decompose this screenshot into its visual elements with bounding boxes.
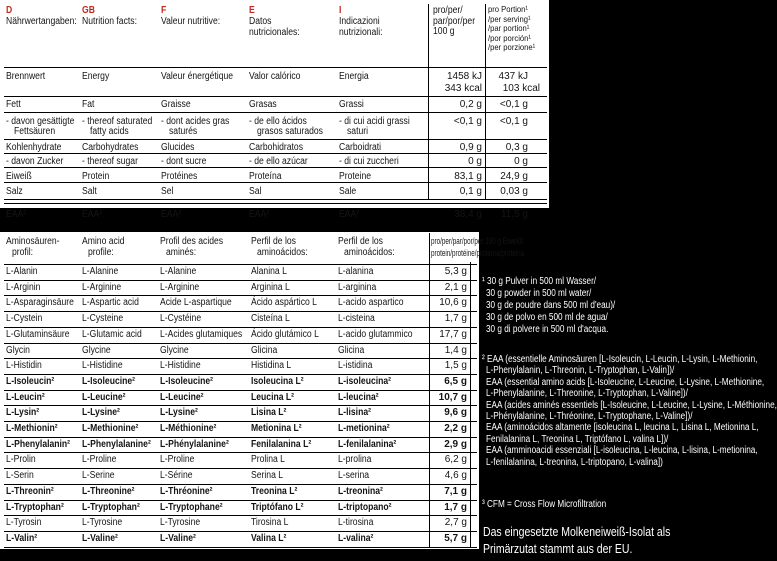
nutrient-label: - di cui acidi grassi (339, 116, 410, 127)
nutrient-label: Carbohidratos (249, 142, 304, 153)
per-portion-header: /per serving¹ (488, 13, 531, 24)
nutrient-label: - di cui zuccheri (339, 156, 399, 167)
row-divider (4, 374, 477, 375)
per-portion-value: 11,5 g (500, 209, 528, 220)
amino-acid-name: Lisina L² (251, 407, 287, 419)
nutrient-label: Salt (82, 186, 97, 197)
per-portion-value: 103 kcal (502, 83, 540, 94)
amino-acid-value: 5,3 g (444, 266, 467, 277)
nutrient-label: Energia (339, 71, 369, 82)
amino-acid-value: 10,7 g (438, 391, 467, 403)
amino-acid-name: L-Cystéine (160, 313, 202, 325)
amino-acid-name: Histidina L (251, 360, 292, 372)
amino-acid-name: Tirosina L (251, 517, 289, 529)
amino-acid-name: L-treonina² (338, 485, 383, 497)
amino-acid-name: L-Alanin (6, 266, 38, 277)
amino-value-header: protein/protéine/proteína/proteina (431, 248, 525, 258)
nutrient-label: EAA² (82, 209, 103, 220)
amino-acid-name: L-Serine (82, 470, 115, 482)
amino-acid-name: L-Cysteine (82, 313, 124, 325)
amino-acid-name: Valina L² (251, 532, 287, 544)
per-100g-value: 1458 kJ (446, 71, 482, 82)
per-100g-header: par/por/per (433, 15, 476, 27)
amino-acid-name: L-Méthionine² (160, 423, 217, 434)
origin-statement: Das eingesetzte Molkeneiweiß-Isolat als (483, 525, 671, 539)
amino-acid-name: Glycin (6, 344, 30, 356)
amino-acid-name: L-Proline (160, 454, 195, 466)
row-divider (4, 327, 477, 328)
row-divider (4, 96, 547, 97)
per-100g-value: 343 kcal (444, 83, 482, 94)
row-divider (4, 264, 477, 265)
amino-acid-name: L-Aspartic acid (82, 297, 139, 309)
amino-acid-name: L-acido aspartico (338, 297, 404, 309)
amino-acid-name: L-Valin² (6, 532, 38, 544)
row-divider (4, 280, 477, 281)
amino-acid-name: L-Histidin (6, 360, 42, 372)
nutrient-label: EAA² (249, 209, 270, 220)
amino-acid-name: L-Valine² (82, 532, 118, 544)
nutrient-label: - dont acides gras (161, 116, 230, 127)
amino-acid-name: L-Isoleucin² (6, 375, 55, 387)
row-divider (4, 67, 547, 68)
nutrient-label: Carbohydrates (82, 142, 139, 153)
amino-acid-name: L-Isoleucine² (82, 375, 136, 387)
amino-acid-name: Ácido glutámico L (251, 328, 319, 340)
amino-acid-name: Treonina L² (251, 485, 298, 497)
nutrient-label: Proteína (249, 171, 282, 182)
footnote-serving: ¹ 30 g Pulver in 500 ml Wasser/ (482, 276, 597, 287)
amino-acid-name: L-leucina² (338, 391, 379, 403)
amino-acid-value: 2,2 g (444, 423, 467, 434)
amino-acid-name: L-Alanine (160, 266, 197, 277)
language-heading: Valeur nutritive: (161, 16, 221, 27)
nutrient-label: Fat (82, 99, 95, 110)
amino-acid-name: L-Acides glutamiques (160, 328, 243, 340)
amino-acid-name: L-Methionin² (6, 423, 58, 434)
per-100g-value: 0,1 g (459, 186, 482, 197)
amino-acid-name: L-Valine² (160, 532, 196, 544)
language-code: E (249, 5, 255, 16)
origin-statement: Primärzutat stammt aus der EU. (483, 542, 633, 556)
amino-acid-name: L-Thréonine² (160, 485, 213, 497)
per-portion-value: 24,9 g (500, 171, 528, 182)
amino-acid-value: 1,7 g (444, 501, 467, 513)
nutrient-label: - dont sucre (161, 156, 207, 167)
row-divider (4, 421, 477, 422)
nutrient-label: saturi (347, 126, 369, 137)
amino-acid-name: Leucina L² (251, 391, 295, 403)
amino-acid-name: Cisteína L (251, 313, 290, 325)
row-divider (4, 112, 547, 113)
amino-acid-value: 5,7 g (444, 532, 467, 544)
amino-acid-name: Triptófano L² (251, 501, 304, 513)
nutrient-label: Valeur énergétique (161, 71, 234, 82)
amino-acid-name: Serina L (251, 470, 284, 482)
row-divider (4, 199, 547, 200)
nutrient-label: Fett (6, 99, 21, 110)
amino-acid-name: L-Tryptophane² (160, 501, 223, 513)
amino-column-header: profile: (88, 247, 114, 258)
amino-acid-name: L-Lysine² (160, 407, 198, 419)
nutrient-label: saturés (169, 126, 198, 137)
amino-acid-name: L-alanina (338, 266, 374, 277)
footnote-eaa: EAA (essential amino acids [L-Isoleucine, L-Leucine, L-Lysine, L-Methionine, (486, 376, 765, 388)
amino-acid-name: L-Phénylalanine² (160, 438, 229, 450)
nutrient-label: Grasas (249, 99, 277, 110)
nutrient-label: Sel (161, 186, 174, 197)
amino-acid-name: L-Tyrosine (160, 517, 201, 529)
amino-acid-name: L-Sérine (160, 470, 193, 482)
footnote-eaa: L-Phenylalanine, L-Threonine, L-Tryptophan, L-Valine])/ (486, 388, 688, 400)
per-100g-header: pro/per/ (433, 5, 463, 16)
nutrient-label: Energy (82, 71, 110, 82)
per-portion-header: /per porzione¹ (488, 42, 536, 53)
footnote-serving: 30 g powder in 500 ml water/ (486, 288, 592, 299)
footnote-cfm: ³ CFM = Cross Flow Microfiltration (482, 499, 607, 510)
amino-acid-name: L-metionina² (338, 423, 390, 434)
amino-acid-name: L-Prolin (6, 454, 36, 466)
footnote-eaa: L-fenilalanina, L-treonina, L-triptopano, L-valina]) (486, 456, 663, 468)
language-code: F (161, 5, 167, 16)
amino-acid-name: L-Methionine² (82, 423, 139, 434)
per-portion-value: <0,1 g (499, 99, 528, 110)
amino-acid-name: L-lisina² (338, 407, 371, 419)
per-portion-value: 0,03 g (500, 186, 528, 197)
nutrient-label: Valor calórico (249, 71, 301, 82)
amino-acid-value: 1,4 g (444, 344, 467, 356)
amino-acid-name: Glycine (160, 344, 189, 356)
amino-column-header: Amino acid (82, 236, 125, 247)
column-divider (470, 262, 471, 548)
amino-acid-name: L-Isoleucine² (160, 375, 214, 387)
amino-acid-name: L-arginina (338, 281, 377, 293)
language-heading: Nutrition facts: (82, 16, 137, 27)
per-portion-value: 0 g (514, 156, 528, 167)
per-100g-header: 100 g (433, 26, 455, 37)
amino-acid-name: L-Glutaminsäure (6, 328, 70, 340)
per-portion-header: pro Portion¹ (488, 4, 528, 14)
amino-acid-value: 2,9 g (444, 438, 467, 450)
amino-acid-name: L-Tyrosine (82, 517, 123, 529)
footnote-eaa: EAA (aminoácidos altamente [isoleucina L, leucina L, Lisina L, Metionina L, (486, 422, 759, 434)
amino-acid-value: 1,5 g (444, 360, 467, 372)
amino-acid-name: L-Threonin² (6, 485, 54, 497)
amino-acid-name: L-valina² (338, 532, 374, 544)
footnote-eaa: L-Phénylalanine, L-Thréonine, L-Tryptophane, L-Valine])/ (486, 411, 693, 422)
amino-acid-name: L-Lysine² (82, 407, 120, 419)
nutrient-label: Protéines (161, 171, 198, 182)
per-portion-value: <0,1 g (499, 116, 528, 127)
language-heading: Nährwertangaben: (6, 16, 77, 27)
row-divider (4, 182, 547, 183)
amino-acid-name: L-Leucine² (82, 391, 126, 403)
amino-acid-value: 2,7 g (444, 517, 467, 529)
amino-acid-name: L-Tyrosin (6, 517, 42, 529)
row-divider (4, 468, 477, 469)
amino-acid-name: L-fenilalanina² (338, 438, 397, 450)
amino-acid-value: 10,6 g (439, 297, 467, 309)
nutrient-label: Graisse (161, 99, 191, 110)
amino-acid-name: L-Threonine² (82, 485, 135, 497)
language-code: D (6, 5, 13, 16)
per-100g-value: <0,1 g (453, 116, 482, 127)
per-100g-value: 0,2 g (459, 99, 482, 110)
row-divider (4, 358, 477, 359)
amino-acid-name: Isoleucina L² (251, 375, 304, 387)
amino-acid-name: L-Leucin² (6, 391, 45, 403)
language-code: I (339, 5, 342, 16)
nutrient-label: - thereof sugar (82, 156, 138, 167)
row-divider (4, 311, 477, 312)
row-divider (4, 343, 477, 344)
nutrient-label: EAA² (339, 209, 360, 220)
amino-acid-name: Glicina (338, 344, 365, 356)
amino-acid-name: L-serina (338, 470, 370, 482)
row-divider (4, 531, 477, 532)
row-divider (4, 405, 477, 406)
amino-acid-name: L-triptopano² (338, 501, 392, 513)
amino-acid-name: L-Cystein (6, 313, 43, 325)
nutrient-label: Grassi (339, 99, 364, 110)
nutrient-label: EAA² (161, 209, 182, 220)
amino-acid-value: 1,7 g (444, 313, 467, 325)
amino-acid-name: Glycine (82, 344, 111, 356)
amino-acid-name: L-prolina (338, 454, 372, 466)
amino-acid-name: L-acido glutammico (338, 328, 413, 340)
amino-acid-value: 17,7 g (439, 328, 467, 340)
nutrient-label: - davon gesättigte (6, 116, 75, 127)
amino-acid-name: L-Proline (82, 454, 117, 466)
footnote-eaa: ² EAA (essentielle Aminosäuren [L-Isoleucin, L-Leucin, L-Lysin, L-Methionin, (482, 354, 758, 365)
amino-acid-name: L-Asparaginsäure (6, 297, 74, 309)
amino-column-header: Perfil de los (251, 236, 296, 247)
amino-column-header: Profil des acides (160, 236, 224, 247)
amino-acid-name: Acide L-aspartique (160, 297, 232, 309)
language-code: GB (82, 5, 95, 16)
amino-acid-name: Arginina L (251, 281, 290, 293)
row-divider (4, 153, 547, 154)
nutrient-label: Protein (82, 171, 110, 182)
footnote-eaa: Fenilalanina L, Treonina L, Triptófano L, valina L])/ (486, 433, 669, 445)
nutrient-label: - de ello azúcar (249, 156, 308, 167)
per-100g-value: 0,9 g (459, 142, 482, 153)
nutrient-label: Carboidrati (339, 142, 382, 153)
amino-acid-name: L-Leucine² (160, 391, 204, 403)
per-portion-value: 0,3 g (505, 142, 528, 153)
amino-column-header: profil: (12, 247, 34, 258)
row-divider (4, 484, 477, 485)
footnote-serving: 30 g de poudre dans 500 ml d'eau)/ (486, 300, 616, 311)
column-divider (485, 4, 486, 200)
footnote-serving: 30 g de polvo en 500 ml de agua/ (486, 312, 608, 323)
amino-acid-name: L-Histidine (82, 360, 123, 372)
nutrient-label: Proteine (339, 171, 372, 182)
amino-acid-value: 4,6 g (444, 470, 467, 482)
amino-acid-name: Fenilalanina L² (251, 438, 312, 450)
row-divider (4, 500, 477, 501)
amino-acid-name: L-Alanine (82, 266, 119, 277)
nutrient-label: - thereof saturated (82, 116, 153, 127)
column-divider (428, 4, 429, 200)
amino-acid-name: L-tirosina (338, 517, 374, 529)
per-100g-value: 83,1 g (454, 171, 482, 182)
amino-acid-name: L-isoleucina² (338, 375, 392, 387)
row-divider (4, 390, 477, 391)
amino-acid-name: L-Tryptophan² (6, 501, 64, 513)
per-100g-value: 38,4 g (454, 209, 482, 220)
amino-acid-name: Metionina L² (251, 423, 302, 434)
amino-acid-name: Prolina L (251, 454, 285, 466)
amino-acid-name: L-Arginine (82, 281, 122, 293)
footnote-eaa: L-Phenylalanin, L-Threonin, L-Tryptophan, L-Valin])/ (486, 365, 675, 377)
footnote-serving: 30 g di polvere in 500 ml d'acqua. (486, 324, 609, 335)
footnote-eaa: EAA (acides aminés essentiels [L-Isoleucine, L-Leucine, L-Lysine, L-Méthionine, (486, 399, 777, 411)
nutrient-label: EAA² (6, 209, 27, 220)
amino-acid-value: 6,5 g (444, 375, 467, 387)
row-divider (4, 515, 477, 516)
row-divider (4, 295, 477, 296)
nutrient-label: Brennwert (6, 71, 46, 82)
amino-acid-name: L-Phenylalanine² (82, 438, 151, 450)
nutrient-label: Eiweiß (6, 171, 32, 182)
amino-acid-name: L-Serin (6, 470, 34, 482)
language-heading: Datos nutricionales: (249, 16, 300, 38)
per-100g-value: 0 g (468, 156, 482, 167)
nutrient-label: Sale (339, 186, 357, 197)
amino-acid-name: L-Phenylalanin² (6, 438, 71, 450)
amino-column-header: aminoácidos: (344, 247, 395, 258)
nutrient-label: Fettsäuren (14, 126, 56, 137)
nutrient-label: - davon Zucker (6, 156, 64, 167)
amino-acid-value: 7,1 g (444, 485, 467, 497)
per-portion-value: 437 kJ (498, 71, 528, 82)
row-divider (4, 139, 547, 140)
language-heading: Indicazioni nutrizionali: (339, 16, 383, 38)
footnote-eaa: EAA (amminoacidi essenziali [L-isoleucina, L-leucina, L-lisina, L-metionina, (486, 445, 758, 457)
row-divider (4, 203, 547, 204)
nutrient-label: - de ello ácidos (249, 116, 307, 127)
amino-acid-value: 2,1 g (444, 281, 467, 293)
nutrient-label: Salz (6, 186, 23, 197)
row-divider (4, 547, 477, 548)
amino-acid-name: L-Histidine (160, 360, 201, 372)
amino-acid-name: L-Lysin² (6, 407, 40, 419)
nutrient-label: Kohlenhydrate (6, 142, 62, 153)
amino-acid-name: L-cisteina (338, 313, 375, 325)
amino-column-header: Perfil de los (338, 236, 383, 247)
nutrient-label: Sal (249, 186, 262, 197)
amino-acid-name: L-Glutamic acid (82, 328, 142, 340)
amino-acid-name: L-Tryptophan² (82, 501, 140, 513)
amino-acid-name: Ácido aspártico L (251, 297, 317, 309)
amino-acid-name: L-Arginine (160, 281, 200, 293)
amino-column-header: aminés: (166, 247, 197, 258)
row-divider (4, 167, 547, 168)
amino-acid-name: L-Arginin (6, 281, 41, 293)
amino-acid-name: Alanina L (251, 266, 287, 277)
amino-acid-value: 6,2 g (444, 454, 467, 466)
per-portion-header: /por porción¹ (488, 32, 531, 43)
amino-acid-name: L-istidina (338, 360, 373, 372)
amino-value-header: pro/per/par/por/per 100 g Eiweiß/ (431, 236, 524, 246)
nutrient-label: Glucides (161, 142, 195, 153)
amino-column-header: Aminosäuren- (6, 236, 60, 247)
nutrient-label: grasos saturados (257, 126, 323, 137)
amino-acid-name: Glicina (251, 344, 278, 356)
nutrient-label: fatty acids (90, 126, 129, 137)
row-divider (4, 452, 477, 453)
amino-acid-value: 9,6 g (444, 407, 467, 419)
per-portion-header: /par portion¹ (488, 23, 530, 34)
row-divider (4, 437, 477, 438)
amino-column-header: aminoácidos: (257, 247, 308, 258)
